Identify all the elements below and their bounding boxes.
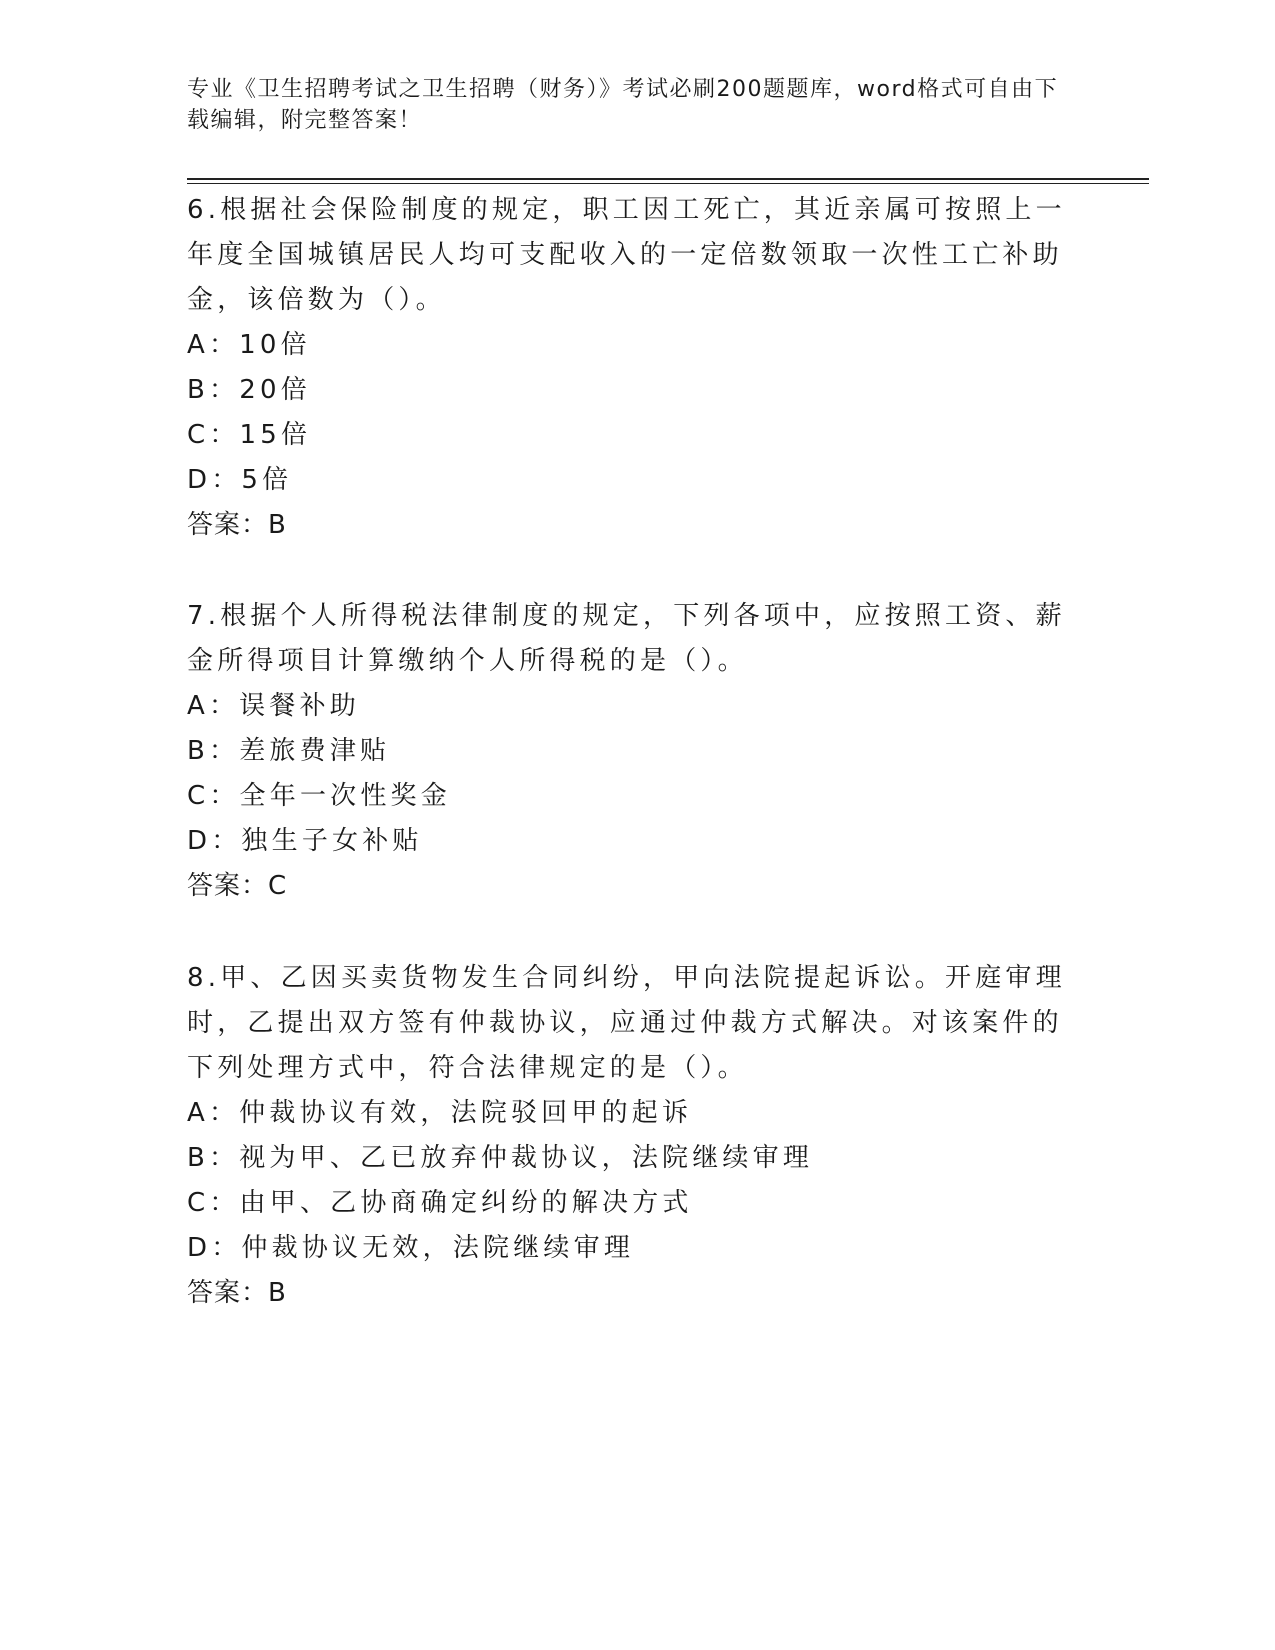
option-b: B：差旅费津贴 [187,736,391,766]
option-a: A：仲裁协议有效，法院驳回甲的起诉 [187,1098,693,1128]
answer: 答案：B [187,510,287,540]
option-d: D：仲裁协议无效，法院继续审理 [187,1233,635,1263]
option-a: A：误餐补助 [187,691,360,721]
question-8 [187,956,1067,1316]
document-header [187,74,1067,136]
option-a: A：10倍 [187,330,311,360]
option-d: D：5倍 [187,465,293,495]
header-divider-thin [187,183,1149,184]
option-b: B：20倍 [187,375,311,405]
header-divider-thick [187,178,1149,180]
option-c: C：15倍 [187,420,312,450]
answer: 答案：C [187,871,288,901]
answer: 答案：B [187,1278,287,1308]
question-stem: 7.根据个人所得税法律制度的规定，下列各项中，应按照工资、薪金所得项目计算缴纳个人所得税的是（）。 [187,601,1066,676]
question-stem: 8.甲、乙因买卖货物发生合同纠纷，甲向法院提起诉讼。开庭审理时，乙提出双方签有仲裁协议，应通过仲裁方式解决。对该案件的下列处理方式中，符合法律规定的是（）。 [187,963,1066,1083]
option-c: C：全年一次性奖金 [187,781,451,811]
question-stem: 6.根据社会保险制度的规定，职工因工死亡，其近亲属可按照上一年度全国城镇居民人均可支配收入的一定倍数领取一次性工亡补助金，该倍数为（）。 [187,195,1066,315]
option-b: B：视为甲、乙已放弃仲裁协议，法院继续审理 [187,1143,814,1173]
option-c: C：由甲、乙协商确定纠纷的解决方式 [187,1188,693,1218]
header-text: 专业《卫生招聘考试之卫生招聘（财务）》考试必刷200题题库，word格式可自由下载编辑，附完整答案！ [187,77,1059,133]
option-d: D：独生子女补贴 [187,826,423,856]
question-7 [187,594,1067,909]
question-6 [187,188,1067,548]
